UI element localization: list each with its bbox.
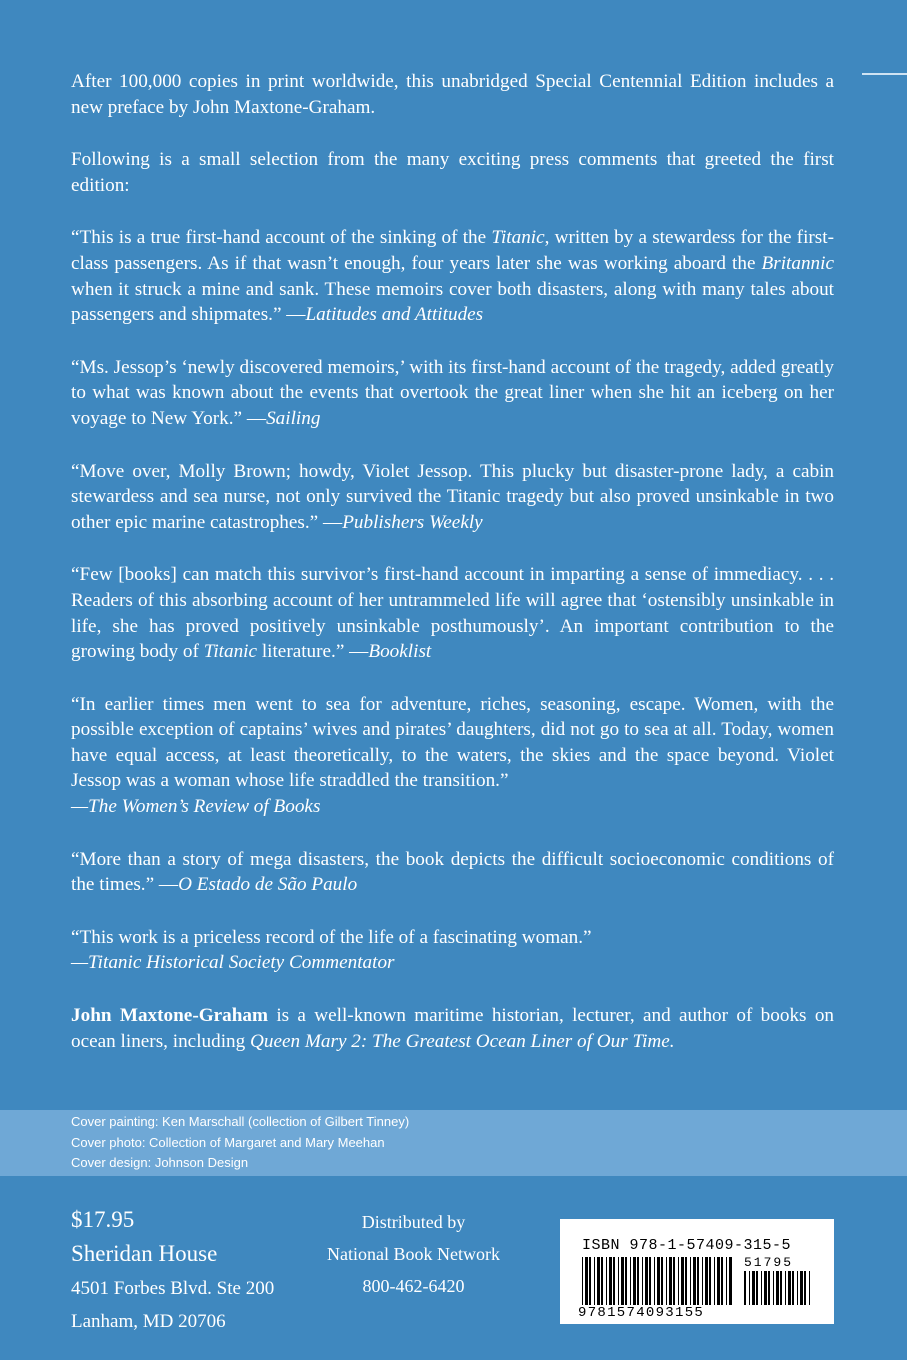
barcode-bar xyxy=(749,1271,750,1305)
barcode-bar xyxy=(609,1257,612,1305)
author-text: is a well-known maritime historian, lecturer, and author of books on ocean liners, including xyxy=(71,1005,835,1052)
barcode-bars-supplement xyxy=(744,1271,814,1305)
distributor-phone: 800-462-6420 xyxy=(362,1276,465,1296)
barcode-bar xyxy=(618,1257,619,1305)
publisher-name: Sheridan House xyxy=(71,1241,218,1266)
quote-source: Latitudes and Attitudes xyxy=(305,304,484,326)
barcode-bar xyxy=(669,1257,672,1305)
price: $17.95 xyxy=(71,1207,135,1232)
barcode-bar xyxy=(690,1257,691,1305)
barcode-bar xyxy=(594,1257,595,1305)
barcode-bar xyxy=(657,1257,660,1305)
barcode-bar xyxy=(633,1257,636,1305)
quote-source: Sailing xyxy=(266,407,321,429)
barcode-bar xyxy=(681,1257,684,1305)
quote-text: “More than a story of mega disasters, the book depicts the difficult socioeconomic conditions of the times.” — xyxy=(71,848,834,896)
distributor-block xyxy=(300,1206,527,1302)
quote-text: “In earlier times men went to sea for adventure, riches, seasoning, escape. Women, with the possible exception of captains’ wives and pirates’ daughters, did not go to sea at all. Today, women have equal access, at least theoretically, to the waters, the skies and the space beyond. Violet Jessop was a woman whose life straddled the transition.” xyxy=(71,693,834,792)
quote-sailing xyxy=(71,355,834,432)
quote-womens-review xyxy=(71,692,834,820)
quote-text: “This work is a priceless record of the life of a fascinating woman.” xyxy=(71,926,592,948)
barcode-bar xyxy=(630,1257,631,1305)
quote-publishers-weekly xyxy=(71,459,834,536)
barcode-bar xyxy=(585,1257,588,1305)
barcode-bar xyxy=(597,1257,600,1305)
credit-design: Cover design: Johnson Design xyxy=(71,1155,249,1170)
barcode-bar xyxy=(768,1271,770,1305)
barcode-supplement-number: 51795 xyxy=(744,1255,794,1270)
barcode-bar xyxy=(637,1257,639,1305)
barcode-bar xyxy=(756,1271,758,1305)
credit-painting: Cover painting: Ken Marschall (collection of Gilbert Tinney) xyxy=(71,1114,410,1129)
publisher-block xyxy=(71,1206,274,1338)
barcode-bars-main xyxy=(582,1257,734,1305)
barcode-bar xyxy=(717,1257,720,1305)
barcode-bar xyxy=(780,1271,782,1305)
barcode-bar xyxy=(649,1257,651,1305)
quote-text: when it struck a mine and sank. These memoirs cover both disasters, along with many tales about passengers and shipmates.” — xyxy=(71,278,834,326)
cover-credits-band xyxy=(0,1110,907,1176)
barcode-bar xyxy=(800,1271,803,1305)
barcode-bar xyxy=(797,1271,798,1305)
barcode-bar xyxy=(792,1271,794,1305)
quote-latitudes xyxy=(71,225,834,327)
credit-photo: Cover photo: Collection of Margaret and Mary Meehan xyxy=(71,1134,385,1150)
back-cover-text xyxy=(71,69,834,1054)
barcode-bar xyxy=(666,1257,667,1305)
quote-text: “This is a true first-hand account of the sinking of the xyxy=(71,227,492,249)
ship-name: Britannic xyxy=(761,252,834,274)
barcode-bar xyxy=(601,1257,603,1305)
quote-text: “Few [books] can match this survivor’s first-hand account in imparting a sense of immediacy. . . . Readers of this absorbing account of her untrammeled life will agree that ‘ostensibly unsinkable in life, she has proved positively unsinkable posthumously’. An important contribution to the growing body of xyxy=(71,564,834,663)
quote-text: literature.” — xyxy=(257,641,369,663)
barcode-bar xyxy=(804,1271,806,1305)
corner-rule xyxy=(862,73,907,75)
author-book-title: Queen Mary 2: The Greatest Ocean Liner of Our Time. xyxy=(250,1030,675,1052)
barcode-bar xyxy=(776,1271,779,1305)
barcode-bar xyxy=(773,1271,774,1305)
barcode-bar xyxy=(764,1271,767,1305)
intro-paragraph: After 100,000 copies in print worldwide, this unabridged Special Centennial Edition includes a new preface by John Maxtone-Graham. xyxy=(71,71,834,118)
quote-text: “Ms. Jessop’s ‘newly discovered memoirs,’ with its first-hand account of the tragedy, added greatly to what was known about the events that overtook the great liner when she hit an iceberg on her voyage to New York.” — xyxy=(71,356,834,429)
barcode-bar xyxy=(606,1257,607,1305)
barcode-bar xyxy=(673,1257,675,1305)
quote-booklist xyxy=(71,562,834,664)
quote-source: —Titanic Historical Society Commentator xyxy=(71,952,395,974)
quote-text: , written by a stewardess for the first-class passengers. As if that wasn’t enough, four years later she was working aboard the xyxy=(71,227,834,274)
publisher-address-line2: Lanham, MD 20706 xyxy=(71,1311,226,1332)
quote-estado xyxy=(71,847,834,898)
barcode-bar xyxy=(726,1257,727,1305)
barcode-bar xyxy=(752,1271,755,1305)
barcode-bar xyxy=(744,1271,746,1305)
ship-name: Titanic xyxy=(491,227,545,249)
barcode-bar xyxy=(661,1257,663,1305)
barcode-bar xyxy=(809,1271,810,1305)
barcode-bar xyxy=(678,1257,679,1305)
barcode-bar xyxy=(721,1257,723,1305)
quote-text: “Move over, Molly Brown; howdy, Violet Jessop. This plucky but disaster-prone lady, a cabin stewardess and sea nurse, not only survived the Titanic tragedy but also proved unsinkable in two other epic marine catastrophes.” — xyxy=(71,460,834,533)
barcode-bar xyxy=(729,1257,732,1305)
barcode-bar xyxy=(685,1257,687,1305)
ship-name: Titanic xyxy=(203,641,258,663)
press-intro-paragraph: Following is a small selection from the many exciting press comments that greeted the first edition: xyxy=(71,149,834,196)
barcode-bar xyxy=(761,1271,762,1305)
barcode-bar xyxy=(788,1271,791,1305)
quote-source: —The Women’s Review of Books xyxy=(71,796,321,818)
author-name: John Maxtone-Graham xyxy=(71,1005,268,1027)
barcode-bar xyxy=(714,1257,715,1305)
barcode-bar xyxy=(621,1257,624,1305)
barcode-bar xyxy=(582,1257,583,1305)
isbn-label: ISBN 978-1-57409-315-5 xyxy=(582,1237,792,1254)
barcode-bar xyxy=(785,1271,786,1305)
barcode-bar xyxy=(645,1257,648,1305)
distributor-label: Distributed by xyxy=(361,1212,466,1232)
barcode-bar xyxy=(613,1257,615,1305)
quote-source: O Estado de São Paulo xyxy=(178,874,358,896)
distributor-name: National Book Network xyxy=(327,1244,500,1264)
barcode-ean-number: 9781574093155 xyxy=(578,1305,705,1321)
isbn-barcode xyxy=(560,1219,834,1324)
barcode-bar xyxy=(625,1257,627,1305)
barcode-bar xyxy=(693,1257,696,1305)
barcode-bar xyxy=(697,1257,699,1305)
quote-source: Booklist xyxy=(368,641,432,663)
author-bio xyxy=(71,1003,834,1054)
barcode-bar xyxy=(705,1257,708,1305)
barcode-bar xyxy=(709,1257,711,1305)
barcode-bar xyxy=(589,1257,591,1305)
barcode-bar xyxy=(702,1257,703,1305)
quote-source: Publishers Weekly xyxy=(342,511,483,533)
barcode-bar xyxy=(654,1257,655,1305)
quote-titanic-society xyxy=(71,925,834,976)
publisher-address-line1: 4501 Forbes Blvd. Ste 200 xyxy=(71,1278,275,1299)
barcode-bar xyxy=(642,1257,643,1305)
